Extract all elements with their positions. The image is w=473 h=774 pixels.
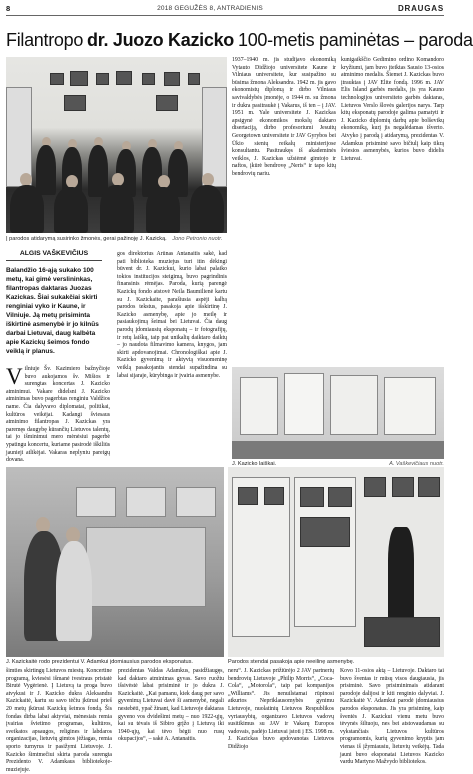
wall-frame [76, 487, 116, 517]
letter-sheet [284, 373, 324, 435]
letter-sheet [240, 377, 278, 435]
wall-frame [126, 487, 166, 517]
person [56, 541, 92, 641]
caption-text: J. Kazickaitė rodo prezidentui V. Adamkui įdomiausius parodos eksponatus. [6, 659, 193, 665]
person [36, 145, 56, 195]
body-text: šimties skirtingų Lietuvos miestų. Koncertine programą, kviesėsi išmanė ivestraus pristatė Birutė Vygėrienė. Į Lietuvą ta proga buvo atvykusi ir J. Kazicko dukra Aleksandra Kazickaitė, kartu su savo tėčiu įkūrusi prieš 20 metų įkūrusi Kazickų šeimos fondą. Šis fondas dirba labai aktyviai, mėnesiais remia įvairias švietimo programas, kultūros, sveikatos apsaugos, religines ir labdaros organizacijas, lietuvių gimtos jėžiagas, remia sporto turnyrus ir pasižymi Lietuvoje. J. Kazicko šimtmečiui skirta paroda surengta Prezidento V. Adamkaus bibliotekoje-muziejuje. [6, 668, 112, 773]
body-text: ilniuje Šv. Kazimiero bažnyčioje buvo aukojamos šv. Mišios ir surengtas koncertas J. Kazicko atminimui. Vakare didelsni J. Kazicko atminimas buvo pagerbtas renginiu Valdžios name. Čia dalyvavo diplomatai, politikai, kultūros veikėjai. Kadangi šviesaus atminimo filantropas J. Kazickas yra paremęs daugybę kūrančių Lietuvos talentų, tai jo išminimui mero mėnėsiui pagerbė ypatingu koncertu, kuriame pasirodė iškiliūs jaunieji atlikėjai. Vakaras neplyniu pareigų dovana. [6, 366, 110, 464]
person [54, 187, 88, 233]
exhibit-photo [238, 487, 258, 505]
exhibit-photo [300, 517, 350, 547]
headline-suffix: 100-metis paminėtas – paroda [237, 30, 473, 50]
body-column [228, 668, 334, 750]
body-text: neru“. J. Kazickas prižiūrėjo 2 JAV partnerių bendrovių Lietuvoje „Philip Morris“, „Coca-Cola“, „Motorola“, taip pat kompanijos „Williams“. Jis nenuilstamai rūpinosi atkurtos Nepriklausomybės gynimu Lietuvoje, nuolatinių Lietuvos Respublikos vyriausybių, organizavo Lietuvos vadovų susitikimus su JAV ir Vakarų Europos vadovais, padėjo Lietuvai įstoti į ES. 1998 m. J. Kazickas buvo apdovanotas Lietuvos Didžiojo [228, 668, 334, 750]
wall-frame [364, 477, 386, 497]
body-text: gos direktorius Arūnas Antanaitis sakė, kad pati biblioteka muziejus turi itin dėkingi būvent dr. J. Kazickui, kurio labai palaiko tokios institucijos steigimą, buvo pagrindinis finansinis rėmėjas. Paroda, kurią parengė Kazickų fondo atstovė Neila Baumilienė kartu su J. Kazickaite, parašiusia aspėji kalbą parodos tekstus, pasakoja apie išskirtinę J. Kazicko asmenybę, apie jo meilę ir pasiaukojimą šeimai bei Lietuvai. Čia daug parodų įdomiausių eksponatų – ir fotografijų, ir retų laiškų, taip pat unikalių daiktaro daiktų – jo naudota filmavimo kamera, knygos, jam skirti apdovanojimai. Chronologiškai apie J. Kazicko gyvenimą ir aktyvią visuomeninę veiklą pasakojantis stendai supažindina su labai sijaraje, kūrybinga ir įvairia asmenybe. [117, 251, 227, 379]
photo-letters [232, 367, 444, 459]
exhibit-photo [300, 487, 324, 507]
photo-audience [6, 57, 227, 233]
headline-prefix: Filantropo [6, 30, 84, 50]
wall-frame [418, 477, 440, 497]
body-text: 1937–1940 m. jis studijavo ekonomiką Vytauto Didžiojo universitete Kaune ir Vilniaus universitete, kur susipažino su būsima žmona Aleksandra. 1942 m. jis gavo ekonomistų diplomą ir dirbo Vilniaus savivaldybės įmonėje, o 1944 m. su žmona ir dukra pasitraukė į Vakarus, iš ten – į JAV. 1951 m. Yale universitete J. Kazickas apsigynė ekonomikos mokslų daktaro disertaciją, dirbo profesoriumi Jesuitų Georgetown universitete ir JAV Gyrybos bei Ūkio sienių reikalų ministerijose konsultantu. Pasitraukęs iš akademinės veiklos, J. Kazickas užsiėmė gimtojo ir naftos, įkūrė bendrovę „Neris“ ir tapo kitų bendrovių nariu. [232, 57, 336, 177]
body-text: Kovo 11-osios aktą – Lietuvoje. Daktaro tai buvo šventas ir mūsų visos daugiausia, jis prisiminė. Savo prisiminimais atidarant parodoje dalijosi ir kiti renginio dalyviai. J. Kazickaitė V. Adamkui parodė įdomiausius parodos eksponatus. Jis yra prisiminę, kaip šventės J. Kazickui vienu metu buvo tėvynės šiltuoju, nes bei atstovaudamas su vykstančiais Lietuvos kultūros programomis, kurių gyvenimo kryptis jam vienas iš įžymiausiu, lietuvių veikėjų. Tada jauni buvo eksponatai Lietuvos Kazicko vardu Martyno Mažvydo bibliotekos. [340, 668, 444, 766]
wall-frame [116, 71, 132, 85]
wall-frame [142, 73, 155, 85]
exhibit-photo [264, 487, 284, 505]
display-case [364, 617, 440, 647]
photo-president [6, 467, 224, 657]
photo-credit: A. Vaškevičiaus nuotr. [389, 461, 444, 467]
person [10, 185, 44, 233]
letter-sheet [384, 377, 436, 435]
photo-caption [6, 236, 227, 243]
caption-text: J. Kazicko laiškai. [232, 461, 277, 467]
person [100, 185, 134, 233]
wall-frame [70, 71, 88, 86]
wall-frame [188, 73, 200, 85]
body-column [6, 366, 110, 463]
photo-caption [6, 659, 224, 666]
caption-text: Parodos stendai pasakoja apie neeilinę asmenybę. [228, 659, 355, 665]
header-rule [6, 15, 444, 16]
caption-text: Į parodos atidarymą susirinko žmonės, gerai pažinoję J. Kazicką. [6, 236, 167, 242]
body-column [117, 251, 227, 463]
wall-frame [392, 477, 414, 497]
display-stand [6, 87, 32, 187]
body-column [341, 57, 444, 355]
person [146, 187, 180, 233]
photo-credit: Jono Petronio nuotr. [172, 236, 223, 242]
issue-date: 2018 GEGUŽĖS 8, ANTRADIENIS [157, 4, 263, 12]
author-rule [6, 260, 102, 261]
page-header [6, 2, 444, 14]
body-text: prezidentas Valdas Adamkus, pasidžiaugęs, kad daktaro atminimas gyvas. Savo ruožtu išsivėstė labai prisiminė ir jo dukra J. Kazickaitė. „Kai pamanu, kiek daug per savo gyvenimą Lietuvai davė šī asmenybė, negali nestebėti, ypač žinant, kad Lietuvoje daktaras gyveno vos dvidešimt metų – nuo 1922-ųjų, kai su tėvais iš Sibiro grįžo į Lietuvą iki 1940-ųjų, kai tėvo bėgti nuo rusų okupacijos“, – sakė A. Antanaitis. [118, 668, 224, 743]
body-column [118, 668, 224, 743]
display-stand [202, 87, 227, 187]
drop-cap: V [6, 364, 23, 389]
page-number: 8 [6, 3, 11, 13]
wall-frame [176, 487, 216, 517]
body-text: kunigaikščio Gedimino ordino Komandoro kryžiumi, jam buvo įteiktas Sausio 13-osios atminimo medalis. Šiemet J. Kazickas buvo įtrauktas į JAV Elite fondą. 1996 m. JAV Elis Island garbės medalis, jis yra Kauno technologijos universiteto garbės daktaras, Lietuvos Verslo šlovės galerijos narys. Tarp kitų eksponatų parodoje galima pamatyti ir J. Kazicko diplomių darbų apie bolševikų ekonomiką, kurį jis negalėdamas išverto. Atvyko į parodą į atidarymą, prezidentas V. Adamkus prisiminė savo bičiulį kaip tikrą šviesios asmenybės, kurios buvo didelis Lietuvai. [341, 57, 444, 162]
wall-frame [156, 95, 178, 111]
wall-frame [50, 73, 64, 85]
article-author: ALGIS VAŠKEVIČIUS [19, 250, 89, 257]
photo-exhibition [228, 467, 444, 657]
exhibit-board [86, 527, 206, 607]
body-column [6, 668, 112, 773]
letter-sheet [330, 375, 378, 435]
photo-caption [228, 659, 444, 666]
exhibit-photo [328, 487, 352, 507]
article-lead: Balandžio 16-ąją sukako 100 metų, kai gimė verslininkas, filantropas daktaras Juozas Kazickas. Šiai sukakčiai skirti renginiai vyko ir Kaune, ir Vilniuje. Ją metų prisiminta iškirtinė asmenybė ir jo kilnūs darbai Lietuvai, daug kalbėta apie Kazickų šeimos fondo veiklą ir planus. [6, 267, 99, 355]
newspaper-brand: DRAUGAS [397, 3, 444, 13]
wall-frame [164, 72, 180, 86]
wall-frame [64, 95, 86, 111]
body-column [232, 57, 336, 355]
display-case [232, 441, 444, 459]
headline-name: dr. Juozo Kazicko [87, 30, 234, 50]
wall-frame [96, 73, 109, 85]
person [190, 185, 224, 233]
body-column [340, 668, 444, 766]
article-headline [6, 29, 473, 51]
